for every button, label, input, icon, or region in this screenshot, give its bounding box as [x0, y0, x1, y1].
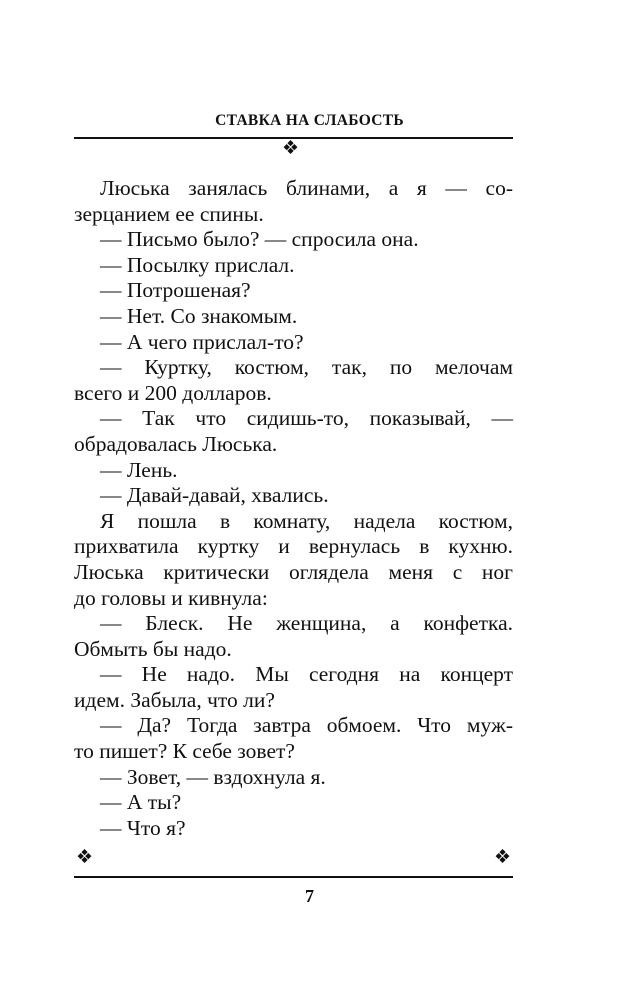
text-line: — А ты? — [100, 790, 182, 815]
text-line: всего и 200 долларов. — [74, 380, 272, 405]
text-line: — Да? Тогда завтра обмоем. Что муж- — [100, 713, 513, 738]
text-line: — Давай-давай, хвались. — [100, 483, 329, 508]
footer-rule — [74, 876, 513, 878]
ornament-diamond-icon: ❖ — [494, 847, 512, 868]
text-line: Люська занялась блинами, а я — со- — [100, 176, 513, 200]
text-line: Я пошла в комнату, надела костюм, — [100, 508, 513, 533]
text-line: — А чего прислал-то? — [100, 329, 304, 354]
text-line: — Куртку, костюм, так, по мелочам — [100, 355, 513, 380]
text-line: обрадовалась Люська. — [74, 431, 278, 456]
text-line: — Блеск. Не женщина, а конфетка. — [100, 611, 513, 636]
text-line: — Письмо было? — спросила она. — [100, 227, 419, 252]
text-line: — Не надо. Мы сегодня на концерт — [100, 662, 513, 687]
text-line: — Потрошеная? — [100, 278, 251, 303]
text-line: — Зовет, — вздохнула я. — [100, 764, 326, 789]
text-line: Обмыть бы надо. — [74, 636, 232, 661]
running-title: СТАВКА НА СЛАБОСТЬ — [215, 112, 404, 129]
page-number: 7 — [305, 886, 314, 906]
text-line: то пишет? К себе зовет? — [74, 739, 295, 764]
text-line: — Нет. Со знакомым. — [100, 303, 298, 328]
text-line: идем. Забыла, что ли? — [74, 687, 275, 712]
text-line: — Так что сидишь-то, показывай, — — [100, 406, 513, 431]
text-line: — Что я? — [100, 815, 186, 840]
text-line: прихватила куртку и вернулась в кухню. — [74, 534, 513, 559]
text-line: Люська критически оглядела меня с ног — [74, 559, 513, 584]
ornament-diamond-icon: ❖ — [282, 138, 300, 159]
text-line: до головы и кивнула: — [74, 585, 268, 610]
ornament-diamond-icon: ❖ — [76, 847, 94, 868]
text-line: — Лень. — [100, 457, 178, 482]
body-text — [74, 176, 513, 841]
text-line: — Посылку прислал. — [100, 252, 295, 277]
text-line: зерцанием ее спины. — [74, 201, 264, 226]
